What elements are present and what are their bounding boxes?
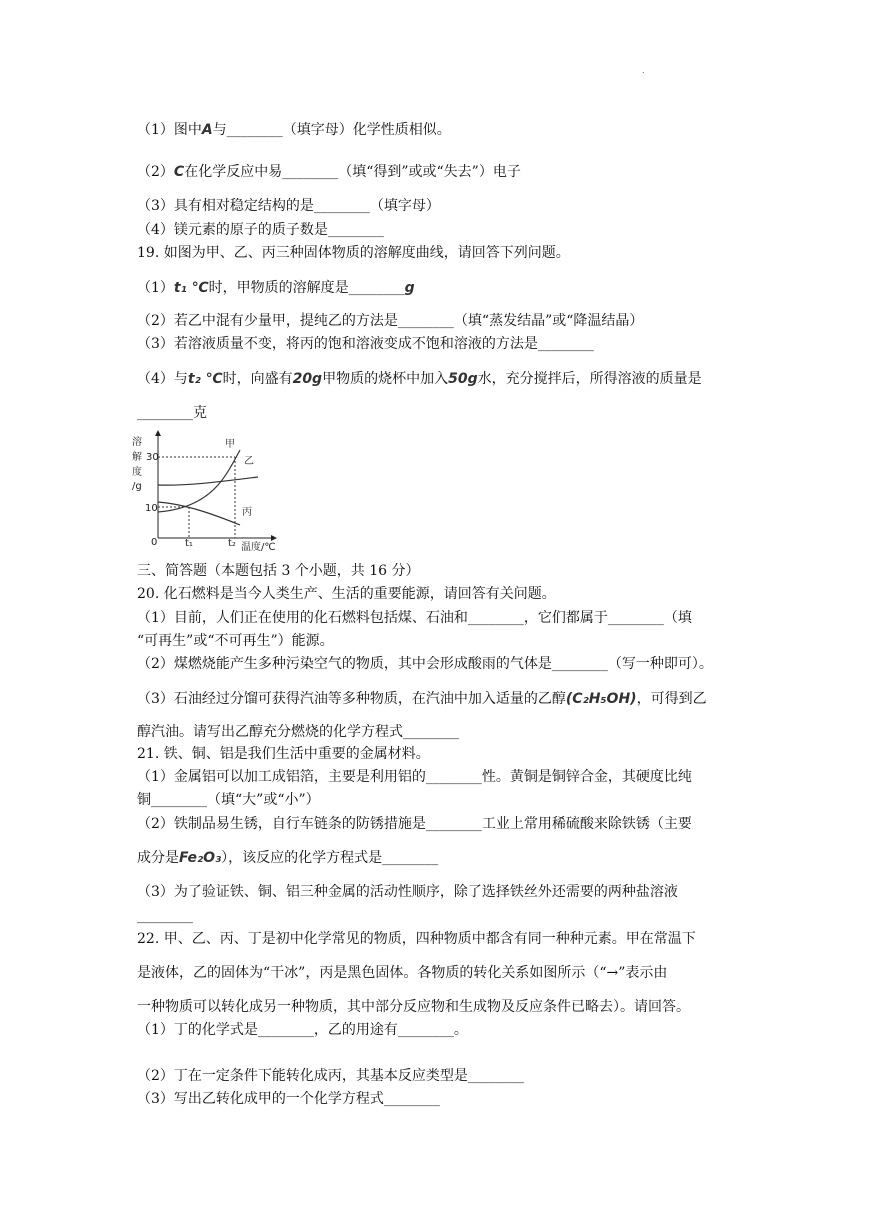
- x-axis-arrow: [271, 535, 277, 541]
- q19-part4-cont: ________克: [137, 405, 207, 421]
- q19-part2: （2）若乙中混有少量甲，提纯乙的方法是________（填“蒸发结晶”或“降温结晶）: [137, 313, 644, 329]
- x-tick-t1: t₁: [185, 538, 193, 549]
- header-dot: .: [642, 66, 645, 75]
- q22-part2: （2）丁在一定条件下能转化成丙，其基本反应类型是________: [137, 1068, 524, 1084]
- q20-title: 20. 化石燃料是当今人类生产、生活的重要能源，请回答有关问题。: [137, 586, 556, 602]
- y-label-char-1: 溶: [132, 437, 142, 448]
- q19-title: 19. 如图为甲、乙、丙三种固体物质的溶解度曲线，请回答下列问题。: [137, 245, 570, 261]
- y-axis-arrow: [155, 430, 161, 436]
- q21-part1: （1）金属铝可以加工成铝箔，主要是利用铝的________性。黄铜是铜锌合金，其硬度比纯: [137, 769, 692, 785]
- q22-part3: （3）写出乙转化成甲的一个化学方程式________: [137, 1091, 440, 1107]
- y-label-char-2: 解: [132, 452, 142, 463]
- q21-part3: （3）为了验证铁、铜、铝三种金属的活动性顺序，除了选择铁丝外还需要的两种盐溶液: [137, 884, 678, 900]
- q21-part2: （2）铁制品易生锈，自行车链条的防锈措施是________工业上常用稀硫酸来除铁锈（主要: [137, 816, 692, 832]
- curve-yi: [158, 477, 258, 485]
- q20-part3: （3）石油经过分馏可获得汽油等多种物质，在汽油中加入适量的乙醇(C₂H₅OH)，可得到乙: [137, 691, 707, 707]
- q21-part2-cont: 成分是Fe₂O₃），该反应的化学方程式是________: [137, 850, 439, 866]
- q18-part2: （2）C在化学反应中易________（填“得到”或或“失去”）电子: [137, 164, 521, 180]
- q20-part1: （1）目前，人们正在使用的化石燃料包括煤、石油和________，它们都属于________（填: [137, 610, 692, 626]
- series-label-jia: 甲: [225, 439, 235, 450]
- q22-line1: 22. 甲、乙、丙、丁是初中化学常见的物质，四种物质中都含有同一种种元素。甲在常温下: [137, 931, 696, 947]
- x-tick-t2: t₂: [228, 538, 236, 549]
- q21-part1-cont: 铜________（填“大”或“小”）: [137, 792, 320, 808]
- q21-title: 21. 铁、铜、铝是我们生活中重要的金属材料。: [137, 746, 430, 762]
- q22-line3: 一种物质可以转化成另一种物质，其中部分反应物和生成物及反应条件已略去）。请回答。: [137, 999, 690, 1015]
- q21-part3-cont: ________: [137, 908, 193, 924]
- y-tick-30: 30: [146, 452, 159, 463]
- q20-part2: （2）煤燃烧能产生多种污染空气的物质，其中会形成酸雨的气体是________（写一种即可）。: [137, 656, 713, 672]
- series-label-bing: 丙: [242, 507, 252, 518]
- q19-part3: （3）若溶液质量不变，将丙的饱和溶液变成不饱和溶液的方法是________: [137, 336, 594, 352]
- section3-title: 三、简答题（本题包括 3 个小题，共 16 分）: [137, 563, 420, 579]
- solubility-chart: [128, 430, 288, 555]
- origin-label: 0: [151, 537, 158, 548]
- q19-part1: （1）t₁ ℃时，甲物质的溶解度是________g: [137, 280, 415, 296]
- q18-part1: （1）图中A与________（填字母）化学性质相似。: [137, 122, 451, 138]
- q22-line2: 是液体，乙的固体为“干冰”，丙是黑色固体。各物质的转化关系如图所示（“→”表示由: [137, 965, 668, 981]
- q22-part1: （1）丁的化学式是________，乙的用途有________。: [137, 1022, 468, 1038]
- series-label-yi: 乙: [244, 456, 254, 467]
- q20-part3-cont: 醇汽油。请写出乙醇充分燃烧的化学方程式________: [137, 724, 459, 740]
- q18-part3: （3）具有相对稳定结构的是________（填字母）: [137, 198, 440, 214]
- y-label-char-3: 度: [132, 467, 142, 478]
- x-axis-label: 温度/℃: [241, 542, 276, 553]
- curve-bing: [158, 502, 240, 525]
- y-tick-10: 10: [145, 503, 158, 514]
- q19-part4: （4）与t₂ ℃时，向盛有20g甲物质的烧杯中加入50g水，充分搅拌后，所得溶液的质量是: [137, 371, 702, 387]
- y-label-char-4: /g: [132, 481, 142, 492]
- q20-part1-cont: “可再生”或“不可再生”）能源。: [137, 633, 334, 649]
- q18-part4: （4）镁元素的原子的质子数是________: [137, 222, 384, 238]
